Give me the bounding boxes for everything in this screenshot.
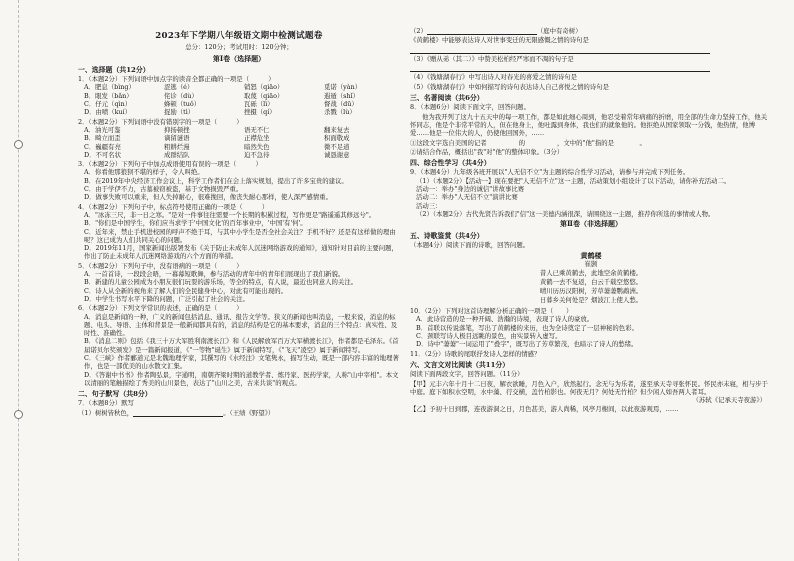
question-3-options — [78, 168, 400, 201]
option-item: A．油光可鉴 — [84, 125, 121, 134]
option-item: 取蔑（qiāo） — [244, 91, 284, 100]
option-line: B．《消息二则》包括《我三十万大军胜利南渡长江》和《人民解放军百万大军横渡长江》，作者都是毛泽东。《首届诺贝尔奖颁发》是一篇新闻报道，《"一等物"诞生》属于新闻特写，《"飞天"凌空》属于新闻特写。 — [84, 337, 399, 354]
option-item: 诚恳谢意 — [324, 150, 350, 159]
q7-item-6 — [410, 83, 772, 91]
option-item: 暗然失色 — [244, 142, 270, 151]
option-line: A．一首首诗，一段段会晤，一幕幕短歌舞，参与活动的青年中的青年们展现出了我们新貌。 — [84, 270, 345, 279]
passage-yi: 【乙】予初十日到郡，连夜游洞之日，月色甚美，游人尚稀，风亭月榭间，以此夜游观焉，…… — [410, 405, 679, 414]
punch-hole — [14, 140, 23, 149]
q7-item-4 — [410, 55, 772, 63]
option-item: 侘诊（dù） — [164, 91, 198, 100]
option-line: A．"冰冻三尺，非一日之寒。"是对一件事往往需要一个长期的积累过程，写作更是"路遥遥其修远兮"。 — [84, 210, 376, 219]
option-item: 正襟危坐 — [244, 134, 270, 143]
q7-item-2-source: （庭中有奇树） — [536, 27, 582, 35]
option-line: 活动三： — [416, 201, 442, 210]
option-line: C．诗人从全新的视角来了解人们的全民健身中心，对此有可能出现的。 — [84, 286, 287, 295]
option-line: （1）（本题2分）【活动一】现在要把"人无信不立"这一主题，活动策划小组设计了以下活动，请你补充活动二。 — [416, 176, 731, 185]
question-6-options — [78, 313, 400, 388]
option-row — [84, 151, 400, 159]
poem-author: 崔颢 — [584, 260, 598, 269]
option-item: 捉励（tì） — [164, 108, 195, 117]
passage-jia-source: （苏轼《记承天寺夜游》） — [692, 396, 766, 405]
option-line: A．消息是新闻的一种，广义的新闻包括消息、通讯、报告文学等。狭义的新闻也叫消息，一般来说，消息的标题、电头、导语、主体和背景是一般新闻都具有的，消息的结构是它的基本要求，消息的三个特点：真实性、及时性、准确性。 — [84, 312, 398, 338]
option-line: 日暮乡关何处是？烟波江上使人愁。 — [539, 296, 643, 305]
option-line: B．在2019年中央经济工作会议上，科学工作者们在会上落实规划，提出了许多宝贵的建议。 — [84, 176, 348, 185]
q7-item-4-blank — [410, 64, 772, 72]
option-line: 活动一：举办"身边的诚信"讲故事比赛 — [416, 185, 525, 194]
volume-2-heading: 第Ⅱ卷（非选择题） — [560, 219, 622, 229]
option-row — [84, 126, 400, 134]
question-8-passage: 他为我开列了这九十五天中的每一项工作，都是如此细心周到，他忍受着常年病痛的折磨，用全部的生命力坚持工作，他关怀同志，他是个非常平常的人，但在他身上，他吐露到身体，我也们的就象他的。他拒绝从国家领取一分钱，他热情，他博爱……他是一位伟大的人，仍使他回国外，…… — [410, 112, 768, 138]
question-9: 9．（本题4分）九年级各班开展以"人无信不立"为主题的综合性学习活动，请参与并完成下列任务。 — [410, 168, 690, 177]
option-line: B．首联以传说落笔，写出了黄鹤楼的来历，也为全诗奠定了一层神秘的色彩。 — [416, 323, 638, 332]
option-line: D．做事失败可以重来，但人失掉耐心，很难挽回，像丧失耐心那样，使人深严感情重。 — [84, 193, 332, 202]
option-item: D．由喷（kuí） — [84, 108, 132, 117]
question-8: 8．（本题6分）阅读下面文字，回答问题。 — [410, 103, 530, 112]
question-9-items — [410, 177, 772, 218]
answer-blank[interactable] — [133, 410, 223, 417]
option-item: 微不足道 — [324, 142, 350, 151]
answer-blank[interactable] — [427, 28, 537, 35]
option-item: 谪留谜语 — [164, 134, 190, 143]
question-8-sub-2: ②请结合作品，概括出"我"对"他"的整体印象。（3分） — [410, 147, 564, 156]
option-line: 晴川历历汉阳树，芳草萋萋鹦鹉洲。 — [539, 287, 643, 296]
question-8-sub-1: ①这段文字选自美国的记者 的 ，文中的"他"指的是 。 — [410, 138, 646, 147]
option-item: 遐遁（shǐ） — [324, 91, 360, 100]
option-line: 昔人已乘黄鹤去，此地空余黄鹤楼。 — [539, 269, 643, 278]
q7-item-2-label: （2） — [410, 27, 427, 35]
question-5-options — [78, 270, 400, 303]
question-7-line-1 — [78, 409, 400, 417]
option-item: 积面敬成 — [324, 134, 350, 143]
option-line: D．中学生书写水平下降的问题，广泛引起了社会的关注。 — [84, 294, 249, 303]
option-item: 涩逃（é） — [164, 83, 194, 92]
answer-blank[interactable] — [410, 47, 710, 54]
section-3-heading: 三、名著阅读（共6分） — [410, 94, 484, 103]
option-item: 销怒（qiāo） — [244, 83, 284, 92]
question-1-options — [78, 83, 400, 116]
option-item: 翻来复去 — [324, 125, 350, 134]
option-line: D．《答谢中书书》作者陶弘景，字通明，南朝齐梁时期的道教学者、炼丹家、医药学家，人称"山中宰相"。本文以清丽的笔触描绘了秀美的山川景色，表达了"山川之美，古来共谈"的观点。 — [84, 370, 399, 387]
q7-item-6-text: （5）《钱塘湖春行》中如何描写的诗句表达诗人自己喜悦之情的诗句是 — [410, 82, 609, 91]
option-row — [84, 143, 400, 151]
option-item: 蜂顿（tuǒ） — [164, 100, 201, 109]
option-item: 瓦砾（lì） — [244, 100, 274, 109]
option-item: B．眼发（bǎn） — [84, 91, 133, 100]
poem — [410, 251, 772, 305]
left-column — [78, 26, 400, 553]
option-item: 成群结队 — [164, 150, 190, 159]
question-5: 5．（本题2分）下列句子中，没有语病的一项是（ ） — [78, 261, 243, 270]
question-2-options — [78, 126, 400, 159]
section-1-heading: 一、选择题（共12分） — [78, 65, 150, 74]
passage-jia: 【甲】元丰六年十月十二日夜，解衣欲睡，月色入户，欣然起行。念无与为乐者，遂至承天寺寻张怀民。怀民亦未寝，相与步于中庭。庭下如积水空明，水中藻、荇交横，盖竹柏影也。何夜无月？何处无竹柏？但少闲人如吾两人者耳。 — [410, 379, 768, 396]
q7-item-2 — [410, 27, 772, 35]
question-1: 1．（本题2分）下列词语中加点字的读音全都正确的一项是（ ） — [78, 75, 275, 84]
option-line: C．由于学伊不力，古墓被窃被盗，基于文物损毁严重。 — [84, 185, 243, 194]
option-item: 粗耕烂漫 — [164, 142, 190, 151]
option-line: B．新建的儿童公园成为小朋友很们玩耍的游乐场，等全的特点，有人说，最近也同意人的关注。 — [84, 278, 358, 287]
option-item: B．畸立而歪 — [84, 134, 121, 143]
option-item: 迫不急待 — [244, 150, 270, 159]
q7-line1-source: 。（王绩《野望》） — [223, 408, 275, 417]
section-6-heading: 六、文言文对比阅读（共11分） — [410, 360, 510, 369]
question-7: 7．（本题8分）默写 — [78, 399, 135, 408]
section-2-heading: 二、句子默写（共8分） — [78, 390, 152, 399]
option-row — [84, 83, 400, 91]
option-row — [84, 134, 400, 142]
q7-line1-text: （1）树树皆秋色， — [78, 408, 134, 417]
question-10-options — [410, 315, 772, 348]
option-item: 挫摄（qí） — [244, 108, 276, 117]
question-3: 3．（本题2分）下列句子中加点成语使用有误的一项是（ ） — [78, 160, 262, 169]
option-line: C．《三峡》作者郦道元是北魏地理学家，其撰写的《水经注》文笔隽永，描写生动，既是一部内容丰富的地理著作，也是一部优美的山水散文汇集。 — [84, 353, 399, 371]
question-10-intro: （本题4分）阅读下面的诗歌，回答问题。 — [410, 240, 530, 249]
option-line: 活动二：举办"人无信不立"演讲比赛 — [416, 193, 518, 202]
q7-item-5 — [410, 73, 772, 81]
exam-meta: 总分：120分；考试用时：120分钟； — [185, 43, 293, 52]
option-line: D．诗中"萋萋"一词运用了"叠字"，既写出了芳草繁茂，也暗示了诗人的愁绪。 — [416, 340, 638, 349]
section-5-heading: 五、诗歌鉴赏（共4分） — [410, 231, 484, 240]
question-10: 10．（2分）下列对这首诗理解分析正确的一项是（ ） — [410, 307, 573, 316]
right-column — [410, 26, 772, 553]
option-line: 黄鹤一去不复返，白云千载空悠悠。 — [539, 278, 643, 287]
q7-item-3-text: 《黄鹤楼》中能够表达诗人对世事变迁的无限感慨之情的诗句是 — [410, 36, 589, 45]
option-row — [84, 108, 400, 116]
poem-title: 黄鹤楼 — [580, 251, 602, 261]
question-2: 2．（本题2分）下列词语中没有错别字的一项是（ ） — [78, 117, 243, 126]
option-line: C．近年来，禁止手机进校园的呼声不绝于耳，与其中小学生是否全社会关注？手机不好？还是有这样做的理由呢？这已成为人们共同关心的问题。 — [84, 227, 396, 244]
option-item: 督战（dū） — [324, 100, 358, 109]
question-4-options — [78, 211, 400, 261]
option-line: C．颈联写诗人极目远眺的景色，由实景转入虚写。 — [416, 332, 562, 341]
option-item: 抑扬顿挫 — [164, 125, 190, 134]
question-4: 4．（本题2分）下列句子中，标点符号使用正确的一项是（ ） — [78, 202, 269, 211]
punch-hole — [14, 410, 23, 419]
question-11: 11．（2分）诗歌的尾联抒发诗人怎样的情感？ — [410, 349, 541, 358]
question-6: 6．（本题2分）下列文学常识的表述，正确的是（ ） — [78, 304, 243, 313]
binding-line — [18, 0, 19, 561]
q7-item-3-blank — [410, 46, 772, 54]
option-item: C．巍疆有亮 — [84, 142, 121, 151]
poem-lines — [410, 269, 772, 305]
option-item: D．不可名状 — [84, 150, 122, 159]
exam-title: 2023年下学期八年级语文期中检测试题卷 — [155, 31, 323, 41]
option-item: 杀戮（lù） — [324, 108, 356, 117]
option-line: B．"你们是中国学生，你们应当求学于'中国文化'的百年事业中，'中国'有'何'。 — [84, 219, 307, 228]
option-line: A．你看他那狼狈不堪的样子，令人叫绝。 — [84, 168, 204, 177]
option-line: A．此诗营造的是一种开阔、浩瀚的诗境，表现了诗人的豪放。 — [416, 315, 594, 324]
q7-item-4-text: （3）《赠从弟（其二）》中赞美松柏经严寒而不凋的句子是 — [410, 54, 574, 63]
option-item: 语无不仁 — [244, 125, 270, 134]
answer-blank[interactable] — [410, 65, 710, 72]
q7-item-5-text: （4）《钱塘湖春行》中写出诗人对春光的喜爱之情的诗句是 — [410, 73, 578, 82]
option-item: A．肥息（bìng） — [84, 83, 135, 92]
option-row — [84, 92, 400, 100]
option-item: C．仔元（qìn） — [84, 100, 132, 109]
option-line: （2）（本题2分）古代先贤告诉我们"信"这一美德内涵很深，请围绕这一主题，推荐你所选的事情或人物。 — [416, 209, 715, 218]
option-line: D．2019年11月，国家新闻出版署发布《关于防止未成年人沉迷网络游戏的通知》，通知针对目前的主要问题，作出了防止未成年人沉迷网络游戏的六个方面的举措。 — [84, 244, 398, 261]
question-12-intro: 阅读下面两段文字，回答问题。（11分） — [410, 370, 524, 379]
volume-1-heading: 第Ⅰ卷（选择题） — [212, 53, 266, 63]
q7-item-3 — [410, 36, 772, 44]
section-4-heading: 四、综合性学习（共4分） — [410, 159, 491, 168]
option-item: 觅诺（yàn） — [324, 83, 362, 92]
